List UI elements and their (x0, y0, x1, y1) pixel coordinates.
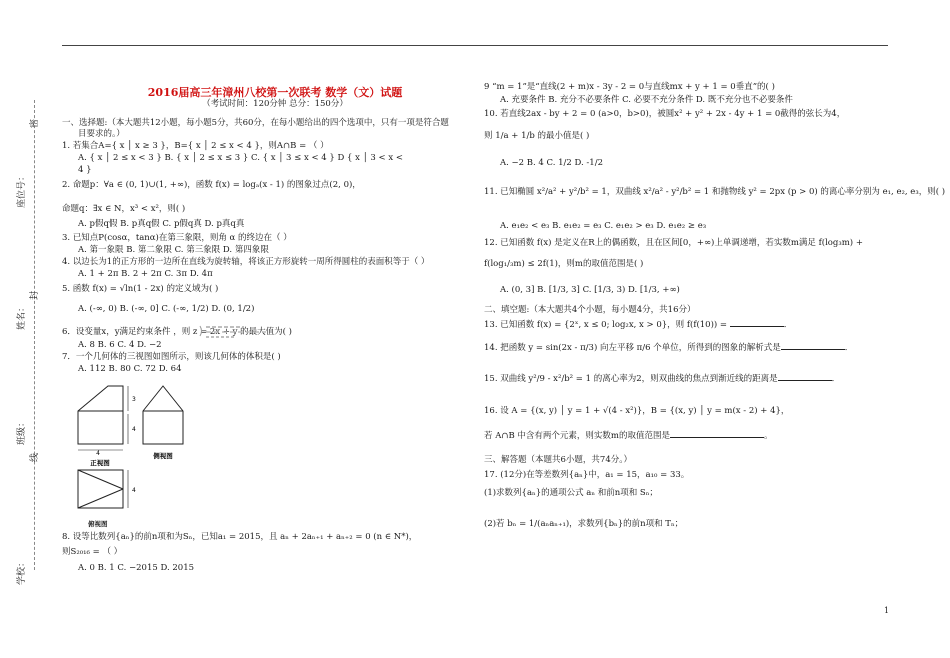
front-view-drawing (78, 386, 128, 450)
question-12: 12. 已知函数 f(x) 是定义在R上的偶函数，且在区间[0，+∞)上单调递增，若实数m满足 f(log₃m) + (484, 238, 863, 248)
front-dim-3: 3 (132, 396, 136, 403)
binding-line (34, 100, 35, 570)
question-13-text: 13. 已知函数 f(x) = {2ˣ, x ≤ 0; log₂x, x > 0}，则 f(f(10)) = (484, 320, 730, 330)
question-4-options: A. 1 + 2π B. 2 + 2π C. 3π D. 4π (78, 269, 213, 279)
question-2-cont: 命题q：∃x ∈ N，x³ < x²，则( ) (62, 204, 186, 214)
front-dim-4-vertical: 4 (132, 426, 136, 433)
question-16-cont: 若 A∩B 中含有两个元素，则实数m的取值范围是 。 (484, 431, 773, 441)
side-view-label: 侧视图 (153, 452, 173, 460)
question-9: 9 “m = 1”是“直线(2 + m)x - 3y - 2 = 0与直线mx + y + 1 = 0垂直”的( ) (484, 82, 775, 92)
question-14-answer-blank (781, 349, 845, 350)
section1-heading: 一、选择题:（本大题共12小题，每小题5分，共60分，在每小题给出的四个选项中，只有一项是符合题 (62, 118, 449, 128)
question-17-part-2: (2)若 bₙ = 1/(aₙaₙ₊₁)，求数列{bₙ}的前n项和 Tₙ； (484, 519, 684, 529)
question-2-options: A. p假q假 B. p真q假 C. p假q真 D. p真q真 (78, 219, 245, 229)
section2-heading: 二、填空题:（本大题共4个小题，每小题4分，共16分） (484, 305, 696, 315)
question-11-options: A. e₁e₂ < e₃ B. e₁e₂ = e₃ C. e₁e₂ > e₃ D. e₁e₂ ≥ e₃ (500, 221, 707, 231)
question-9-options: A. 充要条件 B. 充分不必要条件 C. 必要不充分条件 D. 既不充分也不必要条件 (500, 95, 793, 105)
question-8-options: A. 0 B. 1 C. −2015 D. 2015 (78, 563, 195, 573)
question-10: 10. 若直线2ax - by + 2 = 0 (a>0，b>0)，被圆x² + y² + 2x - 4y + 1 = 0截得的弦长为4， (484, 109, 846, 119)
question-15-answer-blank (778, 380, 832, 381)
section3-heading: 三、解答题（本题共6小题，共74分。） (484, 455, 632, 465)
question-14-text: 14. 把函数 y = sin(2x - π/3) 向左平移 π/6 个单位，所得到的图象的解析式是 (484, 343, 781, 353)
top-view-drawing (78, 470, 128, 508)
seal-mark-3: 线 (30, 452, 40, 462)
top-dim-4: 4 (132, 487, 136, 494)
question-15-text: 15. 双曲线 y²/9 - x²/b² = 1 的离心率为2，则双曲线的焦点到渐近线的距离是 (484, 374, 778, 384)
question-1-options-cont: 4 } (78, 165, 92, 175)
section1-heading-cont: 目要求的。） (78, 129, 125, 139)
class-label: 班级： (17, 417, 27, 445)
question-10-options: A. −2 B. 4 C. 1/2 D. -1/2 (500, 158, 603, 168)
question-1-options: A. { x │ 2 ≤ x < 3 } B. { x │ 2 ≤ x ≤ 3 } C. { x │ 3 ≤ x < 4 } D { x │ 3 < x < (78, 153, 403, 163)
school-label: 学校： (17, 557, 27, 585)
question-3-options: A. 第一象限 B. 第二象限 C. 第三象限 D. 第四象限 (78, 245, 269, 255)
question-12-options: A. (0, 3] B. [1/3, 3] C. [1/3, 3) D. [1/3, +∞) (500, 285, 680, 295)
seat-label: 座位号： (17, 171, 27, 208)
question-15: 15. 双曲线 y²/9 - x²/b² = 1 的离心率为2，则双曲线的焦点到渐近线的距离是 ． (484, 374, 841, 384)
page-title: 2016届高三年漳州八校第一次联考 数学（文）试题 (147, 86, 403, 99)
question-16: 16. 设 A = {(x, y) │ y = 1 + √(4 - x²)}，B = {(x, y) │ y = m(x - 2) + 4}， (484, 406, 790, 416)
top-view-label: 俯视图 (88, 520, 108, 528)
question-8: 8. 设等比数列{aₙ}的前n项和为Sₙ，已知a₁ = 2015，且 aₙ + 2aₙ₊₁ + aₙ₊₂ = 0 (n ∈ N*)， (62, 532, 418, 542)
seal-mark-2: 封 (30, 290, 40, 300)
question-12-cont: f(log₁/₃m) ≤ 2f(1)，则m的取值范围是( ) (484, 259, 644, 269)
page-subtitle: （考试时间：120分钟 总分：150分） (202, 99, 348, 109)
constraint-system-graphic (196, 322, 276, 340)
three-view-figure (70, 378, 210, 518)
question-16-answer-blank (670, 437, 764, 438)
question-6-options: A. 8 B. 6 C. 4 D. −2 (78, 340, 162, 350)
question-5-options: A. (-∞, 0) B. (-∞, 0] C. (-∞, 1/2) D. (0, 1/2) (78, 304, 255, 314)
question-10-cont: 则 1/a + 1/b 的最小值是( ) (484, 131, 590, 141)
front-dim-4: 4 (96, 450, 100, 457)
question-11: 11. 已知椭圆 x²/a² + y²/b² = 1，双曲线 x²/a² - y²/b² = 1 和抛物线 y² = 2px (p > 0) 的离心率分别为 e₁, e₂, e₃，则( ) (484, 187, 946, 197)
question-17: 17. (12分)在等差数列{aₙ}中，a₁ = 15，a₁₀ = 33。 (484, 470, 690, 480)
question-2: 2. 命题p：∀a ∈ (0, 1)∪(1, +∞)，函数 f(x) = logₐ(x - 1) 的图象过点(2, 0)， (62, 180, 361, 190)
side-view-drawing (143, 386, 183, 444)
question-14: 14. 把函数 y = sin(2x - π/3) 向左平移 π/6 个单位，所得到的图象的解析式是 ． (484, 343, 854, 353)
page-number: 1 (884, 606, 890, 615)
header-rule (62, 45, 888, 46)
question-4: 4. 以边长为1的正方形的一边所在直线为旋转轴，将该正方形旋转一周所得圆柱的表面积等于（ ） (62, 257, 430, 267)
question-1: 1. 若集合A={ x │ x ≥ 3 }，B={ x │ 2 ≤ x < 4 }，则A∩B = （ ） (62, 141, 329, 151)
question-13: 13. 已知函数 f(x) = {2ˣ, x ≤ 0; log₂x, x > 0}，则 f(f(10)) = ． (484, 320, 793, 330)
question-6: 6．设变量x，y满足约束条件 ，则 z = 2x + y 的最大值为( ) (62, 327, 292, 337)
front-view-label: 正视图 (90, 459, 110, 467)
question-3: 3. 已知点P(cosα，tanα)在第三象限，则角 α 的终边在（ ） (62, 233, 292, 243)
question-16-text: 若 A∩B 中含有两个元素，则实数m的取值范围是 (484, 431, 670, 441)
seal-mark-1: 密 (30, 118, 40, 128)
question-7-options: A. 112 B. 80 C. 72 D. 64 (78, 364, 182, 374)
question-5: 5. 函数 f(x) = √ln(1 - 2x) 的定义域为( ) (62, 284, 219, 294)
question-17-part-1: (1)求数列{aₙ}的通项公式 aₙ 和前n项和 Sₙ； (484, 488, 658, 498)
name-label: 姓名： (17, 302, 27, 330)
question-7: 7．一个几何体的三视图如图所示，则该几何体的体积是( ) (62, 352, 281, 362)
question-13-answer-blank (730, 326, 784, 327)
question-8-cont: 则S₂₀₁₆ = （ ） (62, 547, 123, 557)
